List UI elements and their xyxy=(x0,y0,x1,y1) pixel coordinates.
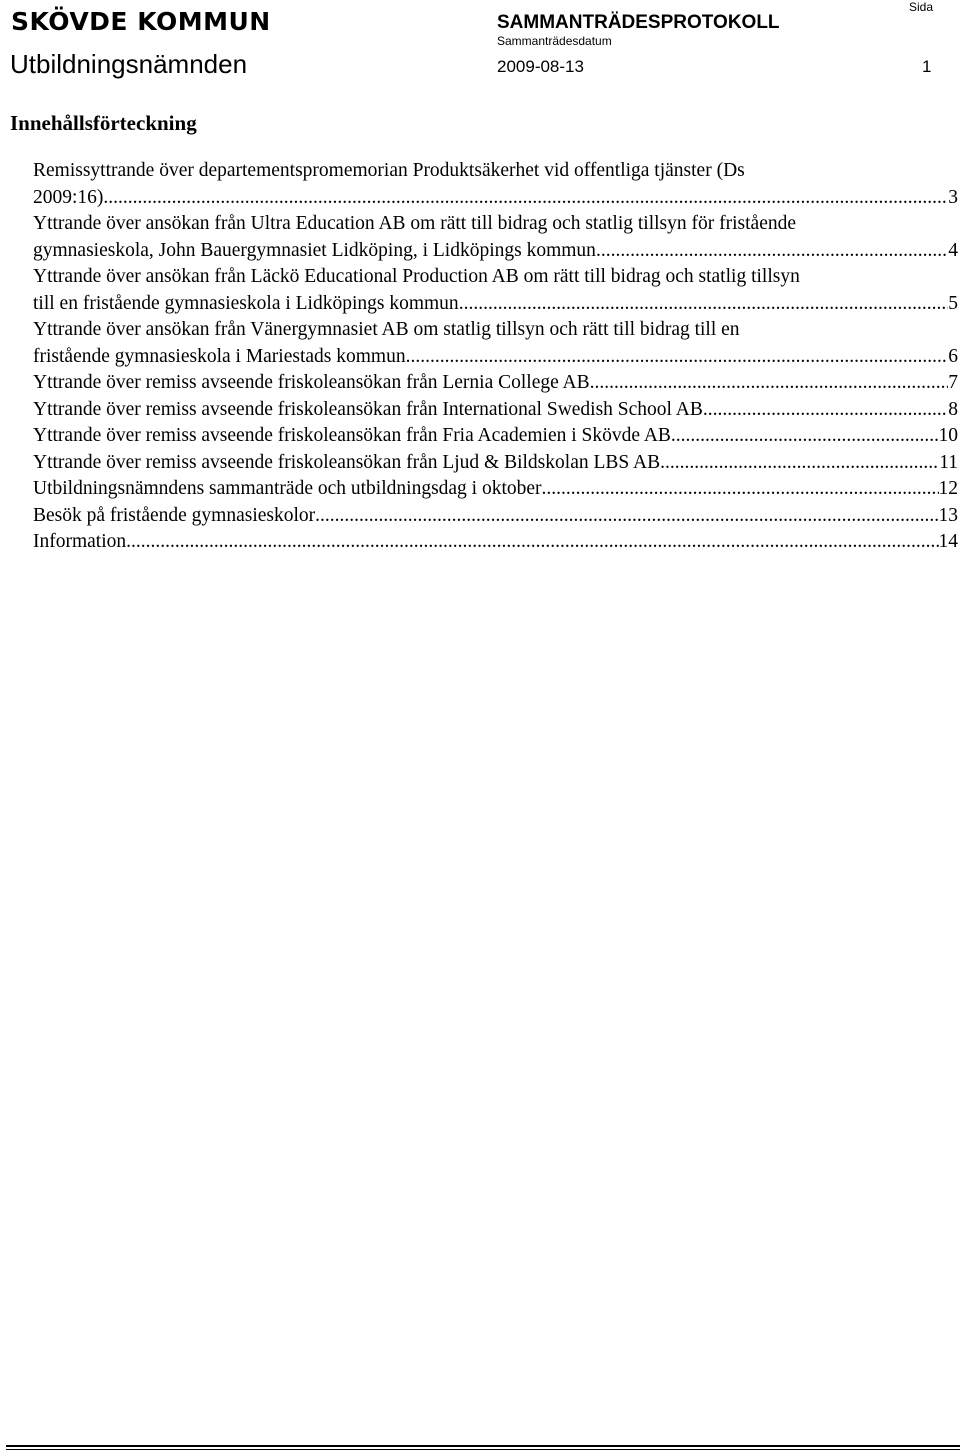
toc-dot-leader xyxy=(103,185,948,212)
toc-entry-text: Yttrande över remiss avseende friskoleansökan från Ljud & Bildskolan LBS AB xyxy=(33,451,661,473)
toc-entry[interactable] xyxy=(33,397,958,424)
toc-entry[interactable] xyxy=(33,476,958,503)
toc-heading: Innehållsförteckning xyxy=(10,111,197,135)
toc-page-number: 12 xyxy=(938,478,958,499)
footer-rule-thin xyxy=(6,1449,960,1450)
toc-dot-leader xyxy=(596,238,948,265)
document-type: SAMMANTRÄDESPROTOKOLL xyxy=(497,12,780,33)
toc-page-number: 11 xyxy=(939,451,958,473)
toc-entry[interactable] xyxy=(33,529,958,556)
toc-entry[interactable] xyxy=(33,317,958,370)
meeting-date-label: Sammanträdesdatum xyxy=(497,34,612,48)
toc-entry[interactable] xyxy=(33,158,958,211)
toc-dot-leader xyxy=(708,397,949,424)
toc-entry[interactable] xyxy=(33,370,958,397)
toc-entry-text: Besök på fristående gymnasieskolor xyxy=(33,504,316,526)
toc-entry-text: fristående gymnasieskola i Mariestads kommun xyxy=(33,345,406,367)
toc-dot-leader xyxy=(676,423,939,450)
toc-dot-leader xyxy=(459,291,949,318)
table-of-contents xyxy=(33,158,958,556)
toc-page-number: 3 xyxy=(948,186,958,208)
toc-entry-text: Yttrande över ansökan från Ultra Education AB om rätt till bidrag och statlig tillsyn för fristående xyxy=(33,213,797,234)
toc-entry[interactable] xyxy=(33,211,958,264)
toc-entry-text: Utbildningsnämndens sammanträde och utbildningsdag i oktober xyxy=(33,478,542,499)
toc-dot-leader xyxy=(660,450,939,477)
municipality-logo: SKÖVDE KOMMUN xyxy=(11,7,271,36)
toc-dot-leader xyxy=(315,503,938,530)
toc-entry-text: Information xyxy=(33,531,127,552)
toc-entry-text: Yttrande över remiss avseende friskoleansökan från Lernia College AB. xyxy=(33,372,595,393)
toc-dot-leader xyxy=(406,344,949,371)
toc-page-number: 5 xyxy=(948,292,958,314)
toc-entry[interactable] xyxy=(33,423,958,450)
toc-page-number: 4 xyxy=(948,239,958,261)
toc-entry-text: till en fristående gymnasieskola i Lidköpings kommun xyxy=(33,292,459,314)
toc-page-number: 7 xyxy=(948,372,958,393)
toc-page-number: 13 xyxy=(938,504,958,526)
footer-rule xyxy=(6,1445,960,1447)
toc-page-number: 8 xyxy=(948,398,958,420)
toc-dot-leader xyxy=(595,370,949,397)
toc-entry-text: gymnasieskola, John Bauergymnasiet Lidköping, i Lidköpings kommun xyxy=(33,239,596,261)
toc-entry-text: Remissyttrande över departementspromemorian Produktsäkerhet vid offentliga tjänster (Ds xyxy=(33,160,745,181)
page-number: 1 xyxy=(922,57,932,76)
page-label: Sida xyxy=(909,0,934,14)
toc-entry[interactable] xyxy=(33,450,958,477)
toc-page-number: 10 xyxy=(938,425,958,446)
toc-entry[interactable] xyxy=(33,503,958,530)
toc-dot-leader xyxy=(126,529,938,556)
toc-entry-text: Yttrande över ansökan från Läckö Educational Production AB om rätt till bidrag och statlig tillsyn xyxy=(33,266,800,287)
toc-page-number: 6 xyxy=(948,345,958,367)
toc-page-number: 14 xyxy=(938,531,958,552)
toc-entry-text: Yttrande över remiss avseende friskoleansökan från International Swedish School AB. xyxy=(33,398,708,420)
toc-entry-text: Yttrande över ansökan från Vänergymnasiet AB om statlig tillsyn och rätt till bidrag till en xyxy=(33,319,740,340)
meeting-date: 2009-08-13 xyxy=(497,57,584,76)
toc-entry-text: 2009:16) xyxy=(33,186,104,208)
toc-entry-text: Yttrande över remiss avseende friskoleansökan från Fria Academien i Skövde AB. xyxy=(33,425,676,446)
toc-dot-leader xyxy=(542,476,939,503)
toc-entry[interactable] xyxy=(33,264,958,317)
committee-name: Utbildningsnämnden xyxy=(10,49,248,79)
